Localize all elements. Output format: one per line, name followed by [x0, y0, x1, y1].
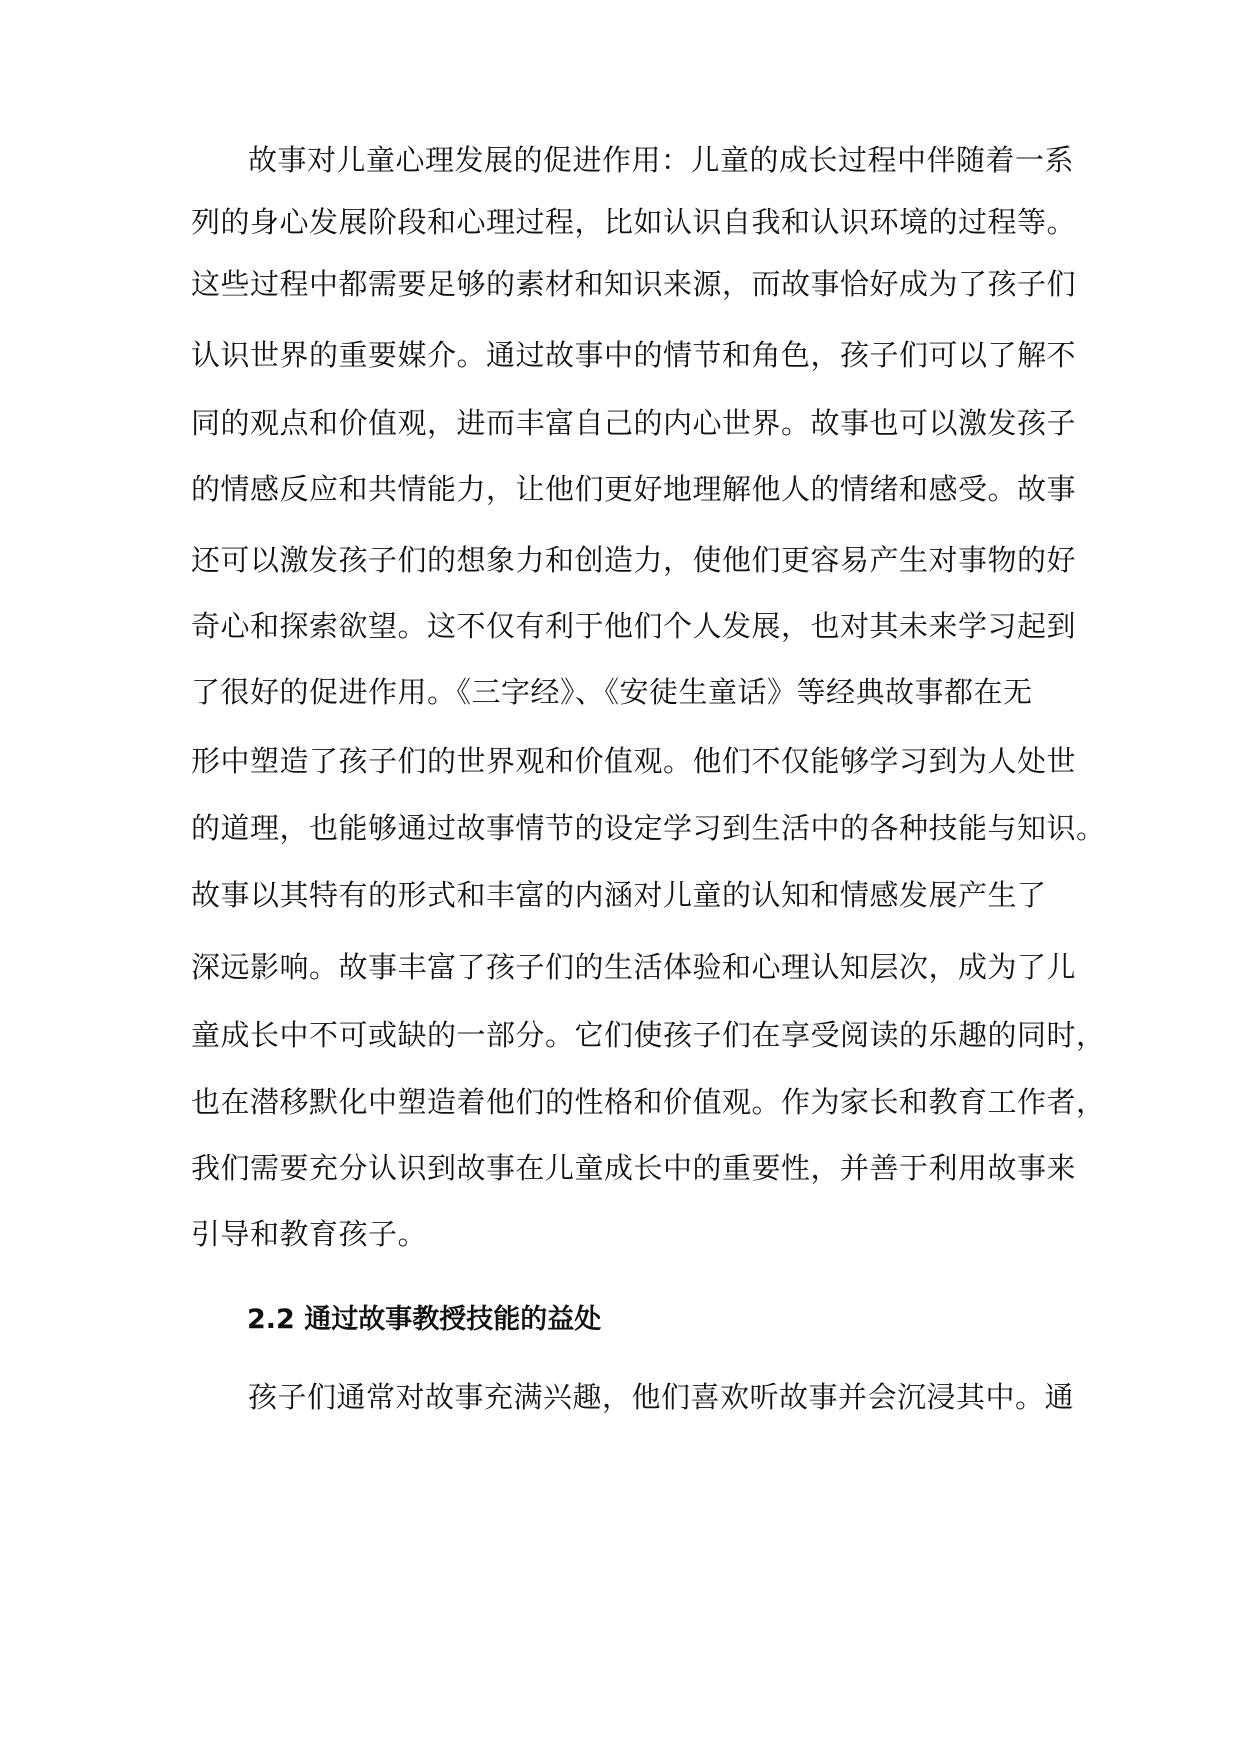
paragraph-line: 童成长中不可或缺的一部分。它们使孩子们在享受阅读的乐趣的同时， [191, 1018, 1106, 1052]
paragraph-line: 故事以其特有的形式和丰富的内涵对儿童的认知和情感发展产生了 [191, 878, 1047, 912]
paragraph-line: 的道理，也能够通过故事情节的设定学习到生活中的各种技能与知识。 [191, 811, 1106, 845]
paragraph-line: 形中塑造了孩子们的世界观和价值观。他们不仅能够学习到为人处世 [191, 744, 1077, 778]
paragraph-line: 我们需要充分认识到故事在儿童成长中的重要性，并善于利用故事来 [191, 1151, 1077, 1185]
paragraph-line: 孩子们通常对故事充满兴趣，他们喜欢听故事并会沉浸其中。通 [248, 1380, 1075, 1414]
paragraph-line: 也在潜移默化中塑造着他们的性格和价值观。作为家长和教育工作者， [191, 1085, 1106, 1119]
paragraph-line: 奇心和探索欲望。这不仅有利于他们个人发展，也对其未来学习起到 [191, 609, 1077, 643]
paragraph-line: 深远影响。故事丰富了孩子们的生活体验和心理认知层次，成为了儿 [191, 950, 1077, 984]
paragraph-line: 引导和教育孩子。 [191, 1217, 428, 1251]
section-heading: 2.2 通过故事教授技能的益处 [247, 1304, 602, 1335]
paragraph-line: 列的身心发展阶段和心理过程，比如认识自我和认识环境的过程等。 [191, 205, 1077, 239]
paragraph-line: 了很好的促进作用。《三字经》、《安徒生童话》等经典故事都在无 [191, 675, 1033, 709]
paragraph-line: 同的观点和价值观，进而丰富自己的内心世界。故事也可以激发孩子 [191, 406, 1077, 440]
paragraph-line: 的情感反应和共情能力，让他们更好地理解他人的情绪和感受。故事 [191, 472, 1077, 506]
paragraph-line: 故事对儿童心理发展的促进作用：儿童的成长过程中伴随着一系 [248, 143, 1075, 177]
paragraph-line: 还可以激发孩子们的想象力和创造力，使他们更容易产生对事物的好 [191, 543, 1077, 577]
paragraph-line: 这些过程中都需要足够的素材和知识来源，而故事恰好成为了孩子们 [191, 267, 1077, 301]
paragraph-line: 认识世界的重要媒介。通过故事中的情节和角色，孩子们可以了解不 [191, 338, 1077, 372]
